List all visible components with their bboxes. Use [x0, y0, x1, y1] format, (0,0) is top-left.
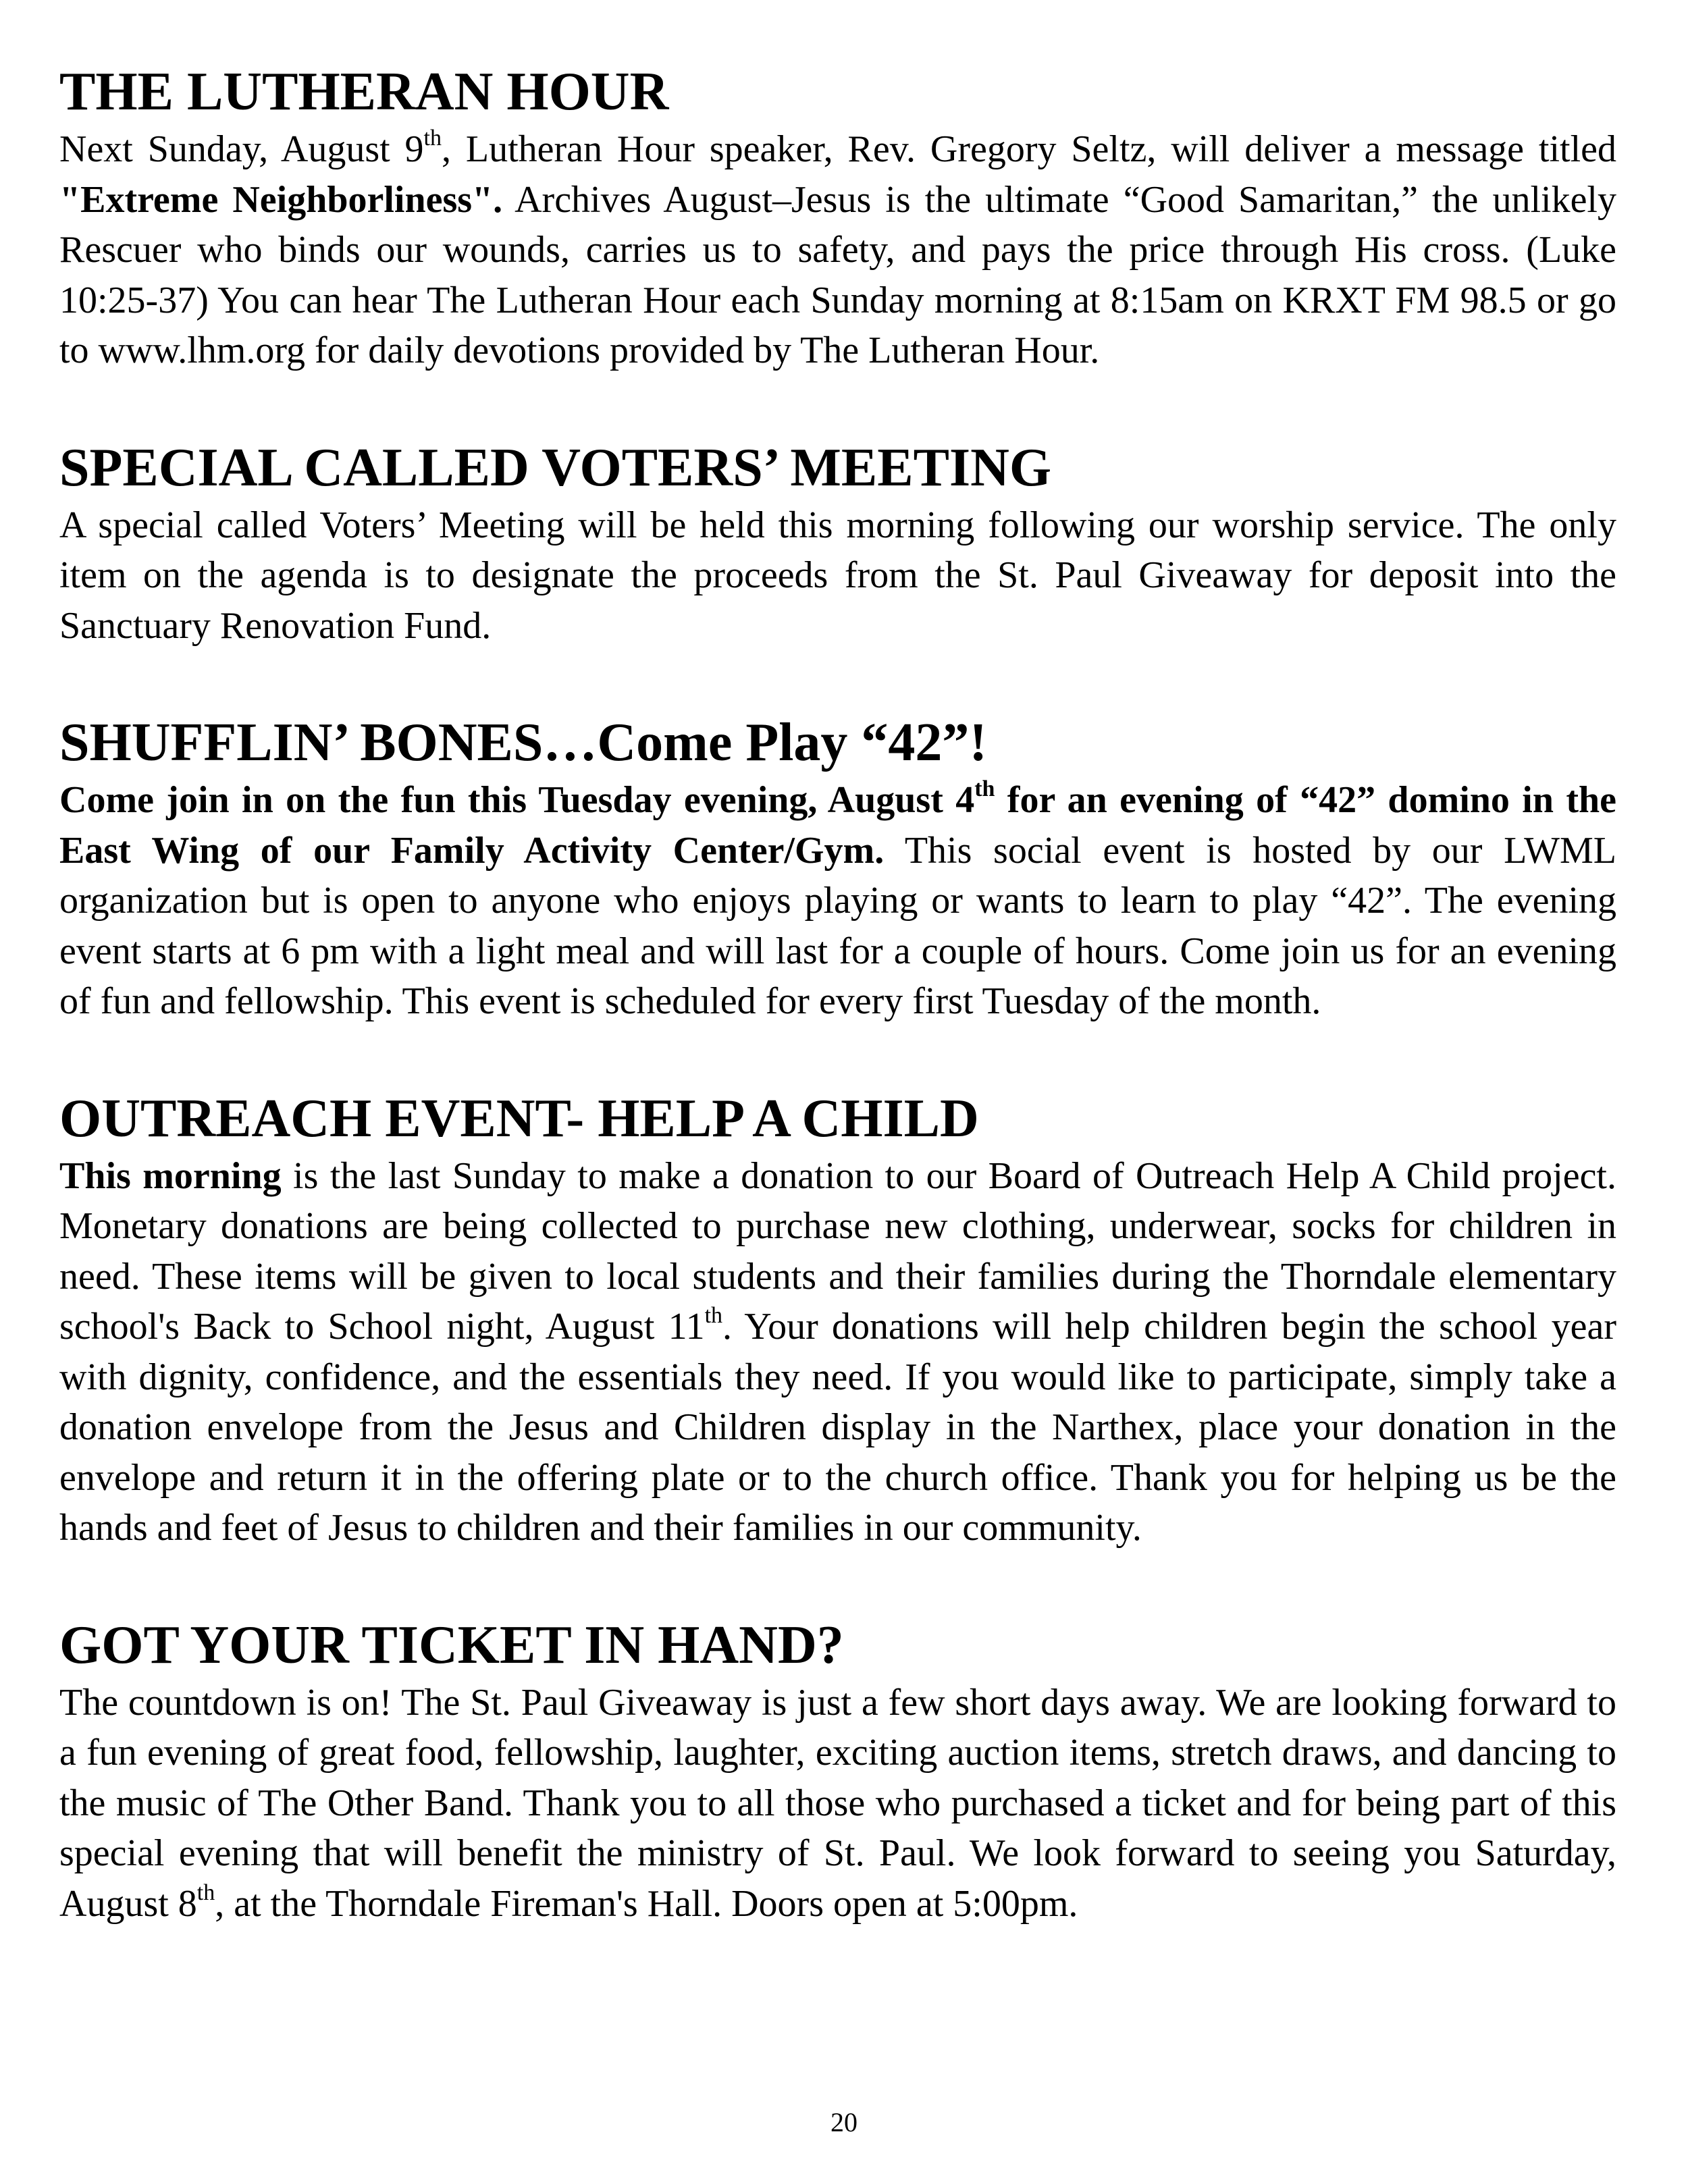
section-ticket: [59, 1613, 1616, 1929]
section-title: THE LUTHERAN HOUR: [59, 62, 669, 122]
bold-text: for an evening of “42” domino in the East Wing of our Family Activity Center/Gym.: [59, 779, 1616, 872]
body-text: Archives August–Jesus is the ultimate “Good Samaritan,” the unlikely Rescuer who binds our wounds, carries us to safety, and pays the price through His cross. (Luke 10:25-37) You can hear The Lutheran Hour each Sunday morning at 8:15am on KRXT FM 98.5 or go to www.lhm.org for daily devotions provided by The Lutheran Hour.: [59, 178, 1616, 371]
section-title: GOT YOUR TICKET IN HAND?: [59, 1615, 844, 1675]
message-title: "Extreme Neighborliness".: [59, 178, 503, 221]
body-text: This social event is hosted by our LWML organization but is open to anyone who enjoys playing or wants to learn to play “42”. The evening event starts at 6 pm with a light meal and will last for a couple of hours. Come join us for an evening of fun and fellowship. This event is scheduled for every first Tuesday of the month.: [59, 829, 1616, 1022]
section-lutheran-hour: [59, 59, 1616, 376]
section-voters-meeting: [59, 435, 1616, 651]
body-text: The countdown is on! The St. Paul Giveaway is just a few short days away. We are looking forward to a fun evening of great food, fellowship, laughter, exciting auction items, stretch draws, and dancing to the music of The Other Band. Thank you to all those who purchased a ticket and for being part of this special evening that will benefit the ministry of St. Paul. We look forward to seeing you Saturday, August 8: [59, 1681, 1616, 1925]
page-number: 20: [830, 2107, 858, 2137]
bold-intro: This morning: [59, 1154, 282, 1197]
section-title: SHUFFLIN’ BONES…Come Play “42”!: [59, 713, 988, 772]
body-text: , Lutheran Hour speaker, Rev. Gregory Seltz, will deliver a message titled: [442, 128, 1616, 170]
section-body: [59, 775, 1616, 1027]
section-body: [59, 1151, 1616, 1553]
section-body: [59, 1678, 1616, 1929]
bold-text: Come join in on the fun this Tuesday evening, August 4: [59, 779, 975, 821]
ordinal-suffix: th: [423, 126, 442, 151]
section-title: OUTREACH EVENT- HELP A CHILD: [59, 1088, 979, 1148]
ordinal-suffix: th: [704, 1303, 723, 1329]
section-body: [59, 124, 1616, 376]
section-shufflin-bones: [59, 710, 1616, 1027]
body-text: . Your donations will help children begin the school year with dignity, confidence, and the essentials they need. If you would like to participate, simply take a donation envelope from the Jesus and Children display in the Narthex, place your donation in the envelope and return it in the offering plate or to the church office. Thank you for helping us be the hands and feet of Jesus to children and their families in our community.: [59, 1306, 1616, 1549]
body-text: is the last Sunday to make a donation to our Board of Outreach Help A Child project. Monetary donations are being collected to purchase new clothing, underwear, socks for children in need. These items will be given to local students and their families during the Thorndale elementary school's Back to School night, August 11: [59, 1154, 1616, 1348]
section-title: SPECIAL CALLED VOTERS’ MEETING: [59, 437, 1052, 498]
section-outreach: [59, 1086, 1616, 1553]
newsletter-page: [59, 59, 1616, 1929]
body-text: Next Sunday, August 9: [59, 128, 424, 170]
ordinal-suffix: th: [974, 776, 995, 802]
ordinal-suffix: th: [196, 1880, 215, 1905]
body-text: , at the Thorndale Fireman's Hall. Doors open at 5:00pm.: [215, 1882, 1078, 1925]
section-body: A special called Voters’ Meeting will be held this morning following our worship service. The only item on the agenda is to designate the proceeds from the St. Paul Giveaway for deposit into the Sanctuary Renovation Fund.: [59, 504, 1616, 647]
